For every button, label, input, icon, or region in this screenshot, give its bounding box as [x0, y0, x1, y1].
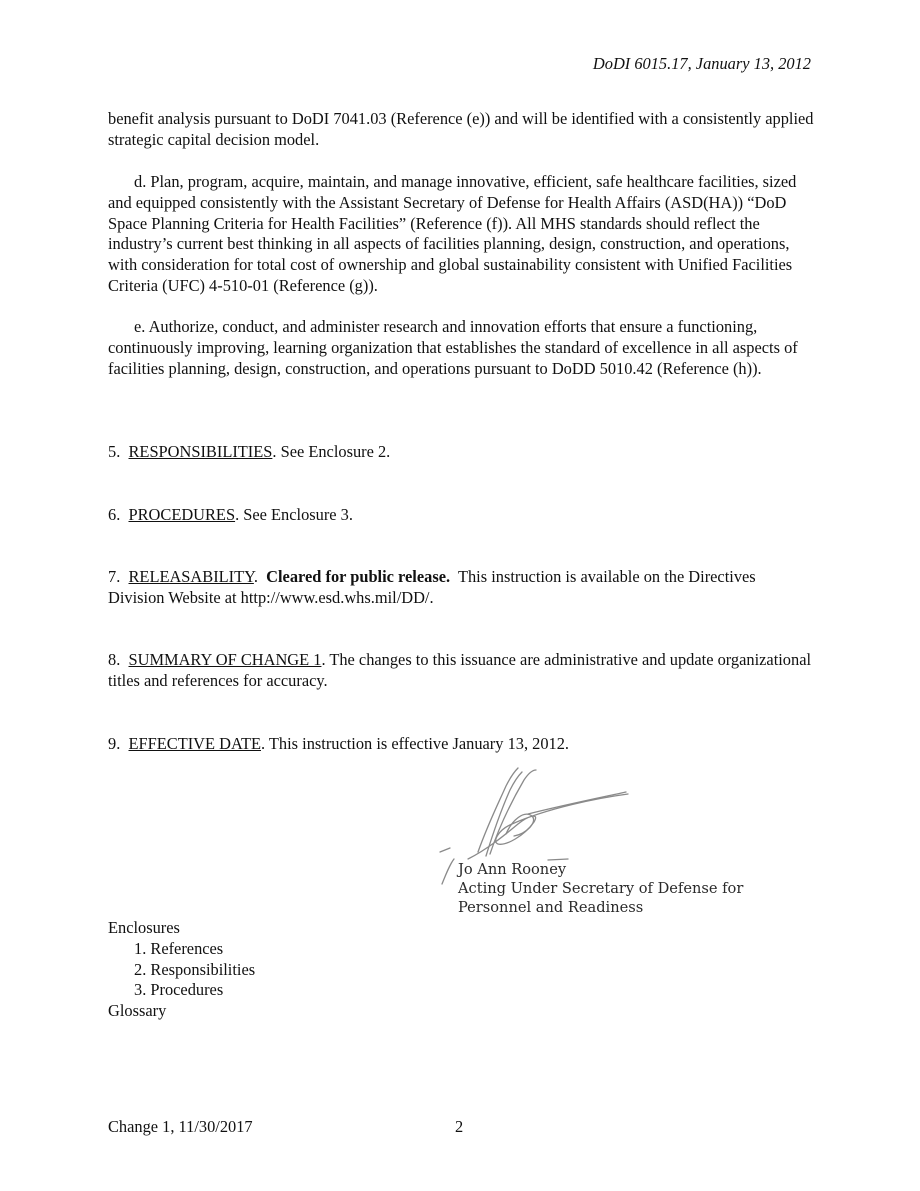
section-8-text: . The changes to this issuance are administrative and update organizational titles and references for accuracy.: [108, 650, 812, 690]
section-7-number: 7.: [108, 567, 121, 586]
footer-change: Change 1, 11/30/2017: [108, 1117, 253, 1136]
section-5: [108, 442, 816, 463]
enclosures-list: [108, 918, 255, 1022]
section-7: [108, 567, 816, 609]
section-7-heading: RELEASABILITY: [128, 567, 254, 586]
section-8-number: 8.: [108, 650, 121, 669]
page-number: 2: [455, 1117, 464, 1136]
signature-block: [428, 764, 758, 924]
section-9-number: 9.: [108, 734, 121, 753]
enclosure-item: 3. Procedures: [134, 980, 224, 1000]
section-6-number: 6.: [108, 505, 121, 524]
section-7-separator: .: [253, 567, 267, 586]
enclosure-item: 2. Responsibilities: [134, 959, 256, 979]
section-6-text: . See Enclosure 3.: [235, 505, 353, 524]
glossary-label: Glossary: [108, 1001, 167, 1021]
section-9: [108, 734, 816, 755]
section-5-text: . See Enclosure 2.: [272, 442, 391, 461]
enclosure-item: 1. References: [134, 938, 224, 958]
signer-name: Jo Ann Rooney: [458, 861, 567, 878]
section-8-heading: SUMMARY OF CHANGE 1: [128, 650, 322, 669]
section-9-heading: EFFECTIVE DATE: [128, 734, 261, 753]
continuation-paragraph: benefit analysis pursuant to DoDI 7041.03 (Reference (e)) and will be identified with a consistently applied strategic capital decision model.: [108, 109, 814, 149]
signer-title-line1: Acting Under Secretary of Defense for: [458, 880, 744, 897]
section-6-heading: PROCEDURES: [128, 505, 236, 524]
signer-title-line2: Personnel and Readiness: [458, 899, 644, 916]
section-7-bold: Cleared for public release.: [266, 567, 451, 586]
section-9-text: . This instruction is effective January 13, 2012.: [261, 734, 570, 753]
paragraph-d: d. Plan, program, acquire, maintain, and manage innovative, efficient, safe healthcare facilities, sized and equipped consistently with the Assistant Secretary of Defense for Health Affairs (ASD(HA)) “DoD Space Planning Criteria for Health Facilities” (Reference (f)). All MHS standards should reflect the industry’s current best thinking in all aspects of facilities planning, design, construction, and operations, with consideration for total cost of ownership and global sustainability consistent with Unified Facilities Criteria (UFC) 4-510-01 (Reference (g)).: [108, 172, 797, 295]
section-5-number: 5.: [108, 442, 121, 461]
section-6: [108, 505, 816, 526]
section-8: [108, 650, 816, 692]
section-5-heading: RESPONSIBILITIES: [128, 442, 273, 461]
enclosures-heading: Enclosures: [108, 918, 180, 937]
section-7-text: This instruction is available on the Directives Division Website at http://www.esd.whs.mil/DD/.: [108, 567, 760, 607]
document-reference: DoDI 6015.17, January 13, 2012: [592, 54, 811, 73]
paragraph-e: e. Authorize, conduct, and administer research and innovation efforts that ensure a functioning, continuously improving, learning organization that establishes the standard of excellence in all aspects of facilities planning, design, construction, and operations pursuant to DoDD 5010.42 (Reference (h)).: [108, 317, 798, 378]
